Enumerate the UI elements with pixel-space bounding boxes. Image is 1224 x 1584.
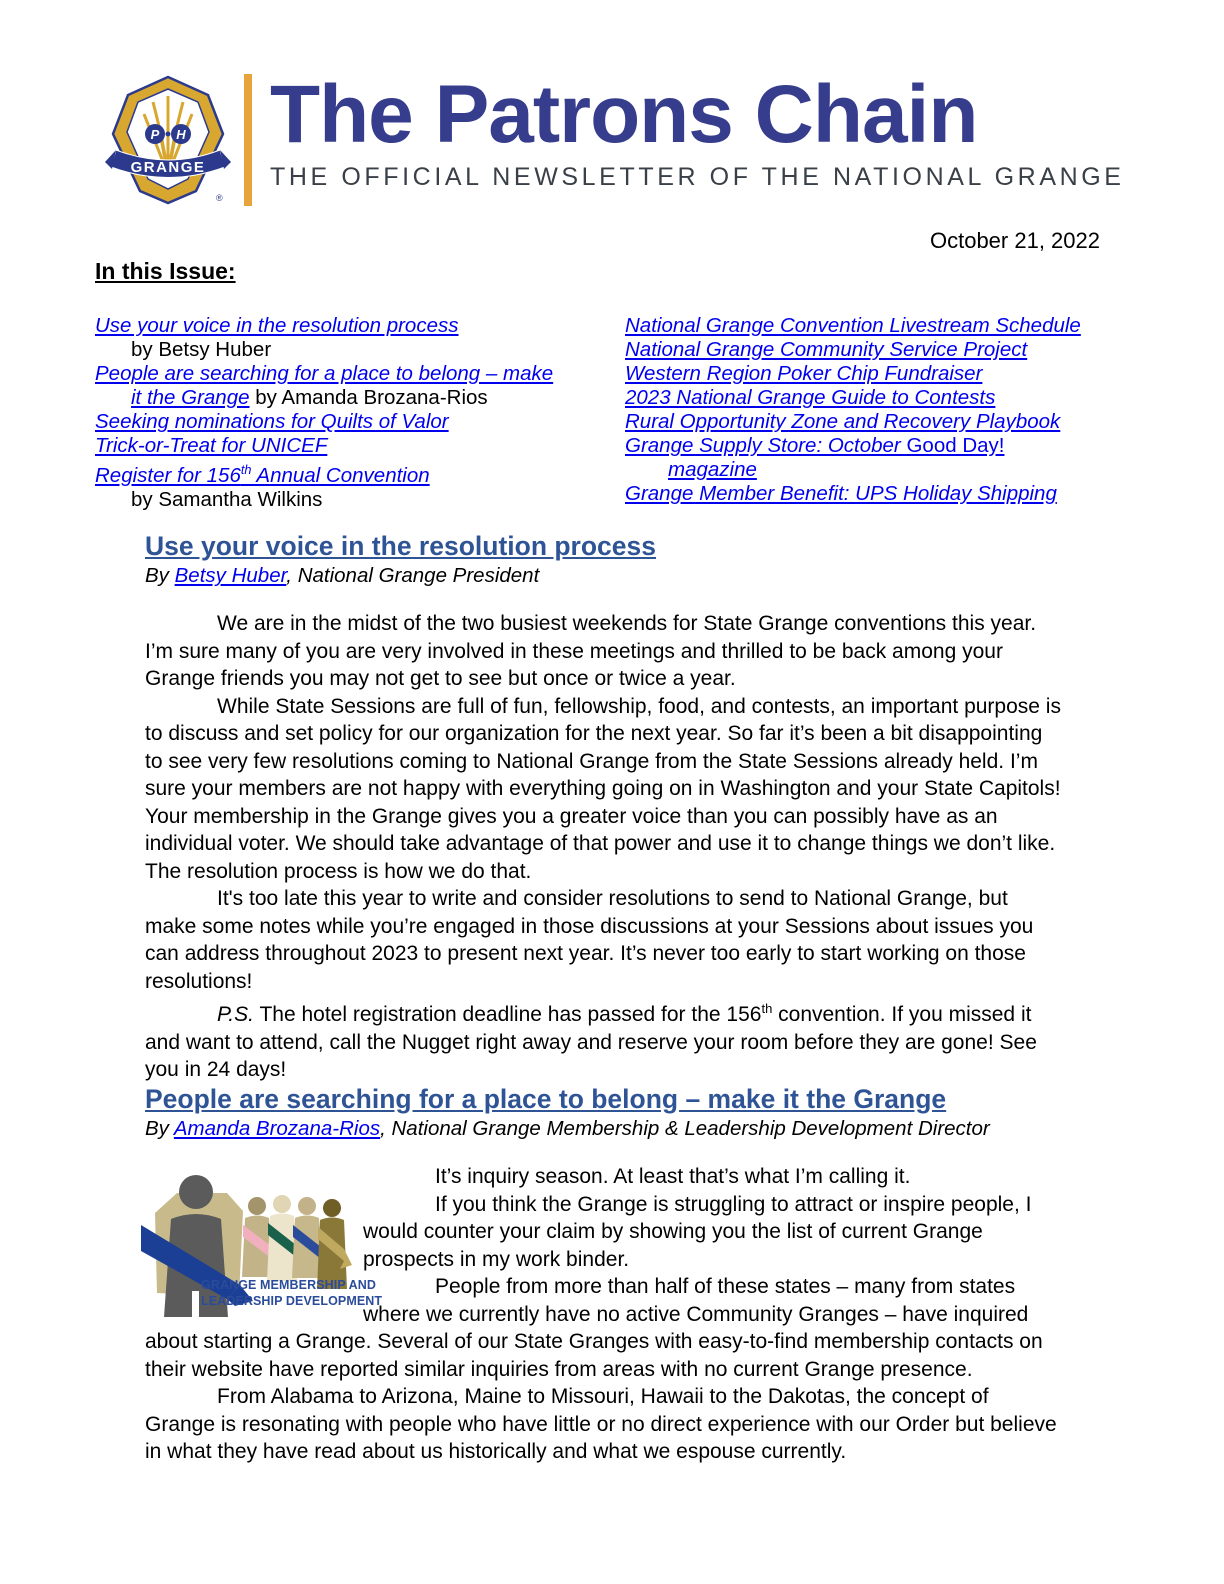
toc-link-register-convention[interactable] xyxy=(95,464,430,487)
large-figure-leg-gap xyxy=(192,1291,199,1317)
logo-banner-text: GRANGE xyxy=(130,159,206,176)
toc-item-unicef xyxy=(95,434,625,458)
article1-paragraph-2: While State Sessions are full of fun, fellowship, food, and contests, an important purpose is to discuss and set policy for our organization for the next year. So far it’s been a bit disappointing to see very few resolutions coming to National Grange from the State Sessions already held. I’m sure your members are not happy with everything going on in Washington and your State Capitols! Your membership in the Grange gives you a greater voice than you can possibly have as an individual voter. We should take advantage of that power and use it to change things we don’t like. The resolution process is how we do that. xyxy=(145,694,1061,883)
logo-dot xyxy=(166,132,171,137)
article1-byline-suffix: , National Grange President xyxy=(286,564,540,588)
toc-heading: In this Issue: xyxy=(95,258,236,284)
small-figure1-head xyxy=(248,1197,266,1215)
toc-link-resolution-process[interactable]: Use your voice in the resolution process xyxy=(95,314,459,337)
membership-development-image xyxy=(141,1167,383,1317)
article1-ps: P.S. xyxy=(217,1003,254,1027)
toc-link-ups-shipping[interactable]: Grange Member Benefit: UPS Holiday Shipping xyxy=(625,482,1057,505)
toc-link-poker-chip[interactable]: Western Region Poker Chip Fundraiser xyxy=(625,362,983,385)
toc-link-register-post: Annual Convention xyxy=(251,463,430,487)
toc-item-rural-playbook xyxy=(625,410,1107,434)
toc-item-register xyxy=(95,458,625,512)
figure-caption-line1: GRANGE MEMBERSHIP AND xyxy=(201,1278,377,1293)
masthead-title-block xyxy=(270,69,1125,206)
toc-link-magazine: magazine xyxy=(668,458,757,481)
toc-byline-huber: by Betsy Huber xyxy=(131,338,272,361)
article1-title: Use your voice in the resolution process xyxy=(145,531,657,561)
figure-caption-line2: LEADERSHIP DEVELOPMENT xyxy=(201,1294,383,1309)
article1-paragraph-4 xyxy=(145,995,1061,1084)
article1-byline xyxy=(145,564,1061,588)
toc-link-good-day: Good Day! xyxy=(906,434,1005,457)
logo-letter-h: H xyxy=(176,127,186,142)
figure-caption xyxy=(201,1277,382,1309)
toc-item-community-service xyxy=(625,338,1107,362)
article-resolution-process xyxy=(145,531,1061,1084)
toc-byline-wilkins: by Samantha Wilkins xyxy=(131,487,323,511)
toc-link-trick-or-treat[interactable]: Trick-or-Treat for UNICEF xyxy=(95,434,328,457)
grange-logo-icon xyxy=(104,74,232,206)
toc-link-supply-store[interactable] xyxy=(625,434,1004,481)
article1-p4-sup: th xyxy=(761,1001,773,1017)
masthead xyxy=(104,69,1125,206)
article2-byline-suffix: , National Grange Membership & Leadership Development Director xyxy=(380,1117,990,1141)
toc-link-register-pre: Register for 156 xyxy=(95,463,241,487)
author-link-betsy-huber[interactable]: Betsy Huber xyxy=(174,564,287,588)
toc-column-right xyxy=(625,314,1107,512)
toc-column-left xyxy=(95,314,625,512)
article-place-to-belong xyxy=(145,1084,1061,1466)
article2-body xyxy=(145,1163,1061,1466)
article1-body xyxy=(145,610,1061,1084)
article1-paragraph-1: We are in the midst of the two busiest weekends for State Grange conventions this year. I’m sure many of you are very involved in these meetings and thrilled to be back among your Grange friends you may not get to see but once or twice a year. xyxy=(145,612,1037,691)
small-figure3-head xyxy=(298,1197,316,1215)
article2-paragraph-1: It’s inquiry season. At least that’s what I’m calling it. xyxy=(435,1165,911,1189)
article2-byline-prefix: By xyxy=(145,1117,174,1141)
large-figure-head xyxy=(179,1175,213,1209)
masthead-divider xyxy=(244,74,252,206)
article2-byline xyxy=(145,1117,1061,1141)
toc-item-poker-chip xyxy=(625,362,1107,386)
toc-link-quilts-of-valor[interactable]: Seeking nominations for Quilts of Valor xyxy=(95,410,449,433)
toc-link-register-sup: th xyxy=(240,462,252,477)
registered-mark: ® xyxy=(216,193,223,203)
article1-paragraph-3: It's too late this year to write and consider resolutions to send to National Grange, but make some notes while you’re engaged in those discussions at your Sessions about issues you can address throughout 2023 to present next year. It’s never too early to start working on those resolutions! xyxy=(145,887,1034,993)
toc-link-belong-line1: People are searching for a place to belong – make xyxy=(95,362,554,385)
issue-date: October 21, 2022 xyxy=(929,228,1100,253)
toc-item-resolution xyxy=(95,314,625,362)
article1-p4-pre: The hotel registration deadline has passed for the 156 xyxy=(253,1003,762,1027)
toc-link-livestream-schedule[interactable]: National Grange Convention Livestream Schedule xyxy=(625,314,1081,337)
article1-byline-prefix: By xyxy=(145,564,175,588)
article2-title: People are searching for a place to belong – make it the Grange xyxy=(145,1084,947,1114)
toc-link-supply-italic: Grange Supply Store: October xyxy=(625,434,907,457)
toc-item-quilts xyxy=(95,410,625,434)
newsletter-subtitle: THE OFFICIAL NEWSLETTER OF THE NATIONAL GRANGE xyxy=(270,163,1125,191)
toc-link-guide-to-contests[interactable]: 2023 National Grange Guide to Contests xyxy=(625,386,996,409)
toc-item-contests xyxy=(625,386,1107,410)
article2-paragraph-2: If you think the Grange is struggling to attract or inspire people, I would counter your claim by showing you the list of current Grange prospects in my work binder. xyxy=(363,1192,1032,1271)
toc-item-ups-benefit xyxy=(625,482,1107,506)
small-figure4-head xyxy=(323,1199,341,1217)
article2-paragraph-3: People from more than half of these states – many from states where we currently have no active Community Granges – have inquired about starting a Grange. Several of our State Granges with easy-to-find membership contacts on their website have reported similar inquiries from areas with no current Grange presence. xyxy=(145,1275,1043,1381)
toc xyxy=(95,314,1107,512)
small-figure2-head xyxy=(273,1195,291,1213)
logo-letter-p: P xyxy=(150,127,160,142)
newsletter-title: The Patrons Chain xyxy=(270,69,978,160)
toc-link-community-service[interactable]: National Grange Community Service Project xyxy=(625,338,1028,361)
toc-link-belong-line2: it the Grange xyxy=(131,386,250,409)
toc-item-livestream xyxy=(625,314,1107,338)
toc-item-belong xyxy=(95,362,625,410)
toc-byline-brozana: by Amanda Brozana-Rios xyxy=(249,386,488,409)
toc-item-supply-store xyxy=(625,434,1107,482)
article1-p4-post: convention. If you missed it and want to attend, call the Nugget right away and reserve your room before they are gone! See you in 24 days! xyxy=(145,1003,1037,1082)
author-link-amanda-brozana-rios[interactable]: Amanda Brozana-Rios xyxy=(173,1117,381,1141)
toc-link-rural-playbook[interactable]: Rural Opportunity Zone and Recovery Playbook xyxy=(625,410,1061,433)
article2-paragraph-4: From Alabama to Arizona, Maine to Missouri, Hawaii to the Dakotas, the concept of Grange is resonating with people who have little or no direct experience with our Order but believe in what they have read about us historically and what we espouse currently. xyxy=(145,1385,1057,1464)
